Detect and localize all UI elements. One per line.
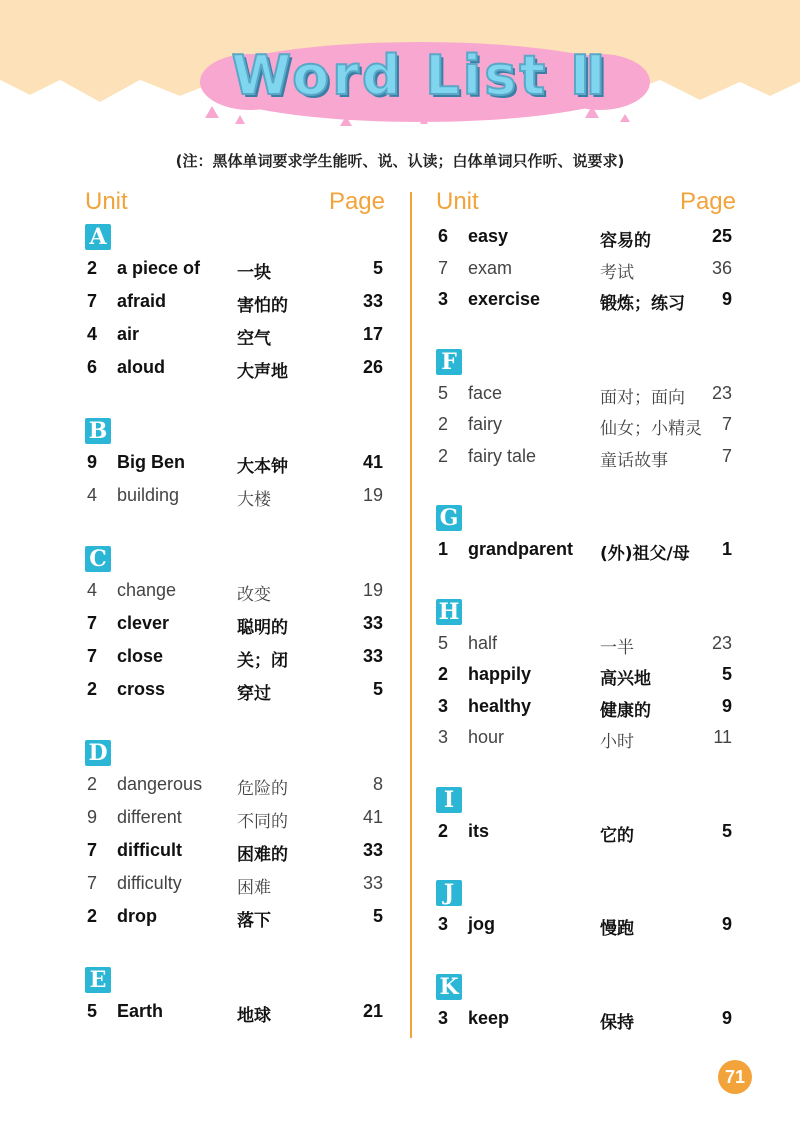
column-divider bbox=[410, 192, 412, 1038]
chinese-meaning: 关；闭 bbox=[237, 651, 288, 671]
chinese-meaning: 困难 bbox=[237, 878, 271, 898]
unit-number: 7 bbox=[87, 291, 98, 311]
letter-badge: C bbox=[85, 546, 111, 572]
english-word: difficulty bbox=[117, 873, 182, 893]
word-row bbox=[436, 660, 736, 692]
page-number: 33 bbox=[362, 840, 383, 860]
page-number: 33 bbox=[362, 291, 383, 311]
english-word: jog bbox=[468, 914, 495, 934]
section-gap bbox=[436, 567, 736, 597]
english-word: different bbox=[117, 807, 182, 827]
chinese-meaning: 一半 bbox=[600, 637, 634, 658]
word-row bbox=[85, 287, 385, 320]
word-row bbox=[85, 770, 385, 803]
left-column-header bbox=[85, 188, 385, 222]
word-row bbox=[436, 910, 736, 942]
page-number: 23 bbox=[711, 382, 732, 403]
section-gap bbox=[436, 473, 736, 503]
unit-number: 9 bbox=[87, 807, 98, 827]
english-word: clever bbox=[117, 613, 170, 633]
chinese-meaning: 童话故事 bbox=[600, 450, 668, 471]
english-word: face bbox=[468, 382, 503, 403]
word-row bbox=[436, 535, 736, 567]
chinese-meaning: 一块 bbox=[237, 263, 271, 283]
chinese-meaning: 面对；面向 bbox=[600, 387, 685, 408]
english-word: Big Ben bbox=[117, 452, 186, 472]
word-row bbox=[85, 675, 385, 708]
unit-number: 7 bbox=[87, 646, 98, 666]
word-row bbox=[436, 410, 736, 442]
unit-header: Unit bbox=[436, 188, 479, 215]
unit-number: 3 bbox=[438, 727, 449, 747]
unit-number: 6 bbox=[438, 226, 449, 246]
page-title: Word List Ⅱ bbox=[231, 44, 609, 107]
chinese-meaning: 健康的 bbox=[600, 700, 651, 721]
chinese-meaning: 锻炼；练习 bbox=[600, 294, 685, 314]
page-number: 33 bbox=[362, 873, 383, 893]
english-word: exercise bbox=[468, 289, 541, 309]
unit-number: 2 bbox=[438, 445, 449, 466]
word-row bbox=[85, 320, 385, 353]
page-number: 36 bbox=[711, 257, 732, 278]
english-word: fairy bbox=[468, 414, 503, 434]
unit-number: 2 bbox=[438, 820, 449, 841]
english-word: drop bbox=[117, 906, 157, 926]
page-number: 1 bbox=[721, 539, 732, 559]
chinese-meaning: 危险的 bbox=[237, 779, 288, 799]
unit-number: 9 bbox=[87, 452, 98, 472]
section-gap bbox=[436, 755, 736, 785]
unit-number: 2 bbox=[438, 414, 449, 434]
english-word: afraid bbox=[117, 291, 167, 311]
chinese-meaning: 不同的 bbox=[237, 812, 288, 832]
page-number: 23 bbox=[711, 632, 732, 653]
unit-number: 3 bbox=[438, 914, 449, 934]
word-row bbox=[436, 692, 736, 724]
section-gap bbox=[85, 935, 385, 965]
word-row bbox=[85, 997, 385, 1030]
letter-badge: E bbox=[85, 967, 111, 993]
unit-number: 2 bbox=[438, 664, 449, 684]
english-word: keep bbox=[468, 1007, 510, 1028]
english-word: grandparent bbox=[468, 539, 574, 559]
word-row bbox=[436, 442, 736, 474]
letter-badge: F bbox=[436, 349, 462, 375]
left-column bbox=[85, 188, 385, 1030]
page-number: 17 bbox=[362, 324, 383, 344]
letter-badge: B bbox=[85, 418, 111, 444]
unit-number: 7 bbox=[87, 840, 98, 860]
unit-number: 2 bbox=[87, 906, 98, 926]
word-row bbox=[436, 1004, 736, 1036]
chinese-meaning: 落下 bbox=[237, 911, 271, 931]
unit-number: 7 bbox=[438, 257, 449, 278]
word-row bbox=[85, 576, 385, 609]
word-row bbox=[85, 609, 385, 642]
word-row bbox=[436, 629, 736, 661]
unit-number: 4 bbox=[87, 580, 98, 600]
instruction-note: (注：黑体单词要求学生能听、说、认读；白体单词只作听、说要求) bbox=[175, 152, 625, 170]
unit-number: 7 bbox=[87, 873, 98, 893]
english-word: exam bbox=[468, 257, 513, 278]
chinese-meaning: 改变 bbox=[237, 585, 271, 605]
english-word: healthy bbox=[468, 695, 532, 716]
chinese-meaning: 保持 bbox=[600, 1012, 634, 1033]
english-word: cross bbox=[117, 679, 166, 699]
chinese-meaning: 仙女；小精灵 bbox=[600, 419, 702, 439]
chinese-meaning: 容易的 bbox=[600, 231, 651, 251]
unit-number: 5 bbox=[438, 382, 449, 403]
word-row bbox=[436, 285, 736, 317]
english-word: air bbox=[117, 324, 140, 344]
word-row bbox=[85, 254, 385, 287]
section-gap bbox=[85, 514, 385, 544]
chinese-meaning: 穿过 bbox=[237, 684, 271, 704]
unit-number: 4 bbox=[87, 485, 98, 505]
letter-badge: J bbox=[436, 880, 462, 906]
section-gap bbox=[436, 848, 736, 878]
chinese-meaning: 大声地 bbox=[237, 362, 288, 382]
page-number-badge: 71 bbox=[718, 1060, 752, 1094]
chinese-meaning: 聪明的 bbox=[237, 618, 288, 638]
english-word: dangerous bbox=[117, 774, 203, 794]
chinese-meaning: 大楼 bbox=[237, 490, 271, 510]
word-row bbox=[85, 803, 385, 836]
page-number: 5 bbox=[721, 820, 732, 841]
unit-number: 5 bbox=[438, 632, 449, 653]
word-row bbox=[85, 902, 385, 935]
page-number: 33 bbox=[362, 646, 383, 666]
english-word: easy bbox=[468, 226, 509, 246]
chinese-meaning: 地球 bbox=[237, 1006, 271, 1026]
english-word: difficult bbox=[117, 840, 182, 860]
page-number: 9 bbox=[721, 914, 732, 934]
word-row bbox=[85, 353, 385, 386]
page-number: 19 bbox=[362, 485, 383, 505]
letter-badge: A bbox=[85, 224, 111, 250]
english-word: a piece of bbox=[117, 258, 201, 278]
page-number: 41 bbox=[362, 452, 383, 472]
english-word: aloud bbox=[117, 357, 165, 377]
word-row bbox=[85, 481, 385, 514]
page-number: 11 bbox=[713, 727, 732, 747]
chinese-meaning: (外)祖父/母 bbox=[600, 544, 690, 564]
right-column-header bbox=[436, 188, 736, 222]
page-number: 41 bbox=[362, 807, 383, 827]
letter-badge: H bbox=[436, 599, 462, 625]
unit-number: 4 bbox=[87, 324, 98, 344]
unit-number: 3 bbox=[438, 695, 449, 716]
english-word: its bbox=[468, 820, 490, 841]
unit-number: 2 bbox=[87, 774, 98, 794]
unit-number: 3 bbox=[438, 289, 449, 309]
unit-number: 3 bbox=[438, 1007, 449, 1028]
chinese-meaning: 困难的 bbox=[237, 845, 288, 865]
right-word-list bbox=[436, 222, 736, 1035]
chinese-meaning: 它的 bbox=[600, 825, 634, 846]
word-row bbox=[436, 817, 736, 849]
english-word: Earth bbox=[117, 1001, 164, 1021]
page-number: 9 bbox=[721, 289, 732, 309]
word-row bbox=[436, 723, 736, 755]
page-number: 9 bbox=[721, 1007, 732, 1028]
page-number: 25 bbox=[711, 226, 732, 246]
chinese-meaning: 大本钟 bbox=[237, 457, 288, 477]
english-word: change bbox=[117, 580, 177, 600]
page-number: 5 bbox=[721, 664, 732, 684]
page-header: Page bbox=[679, 188, 736, 215]
chinese-meaning: 害怕的 bbox=[237, 296, 288, 316]
chinese-meaning: 高兴地 bbox=[600, 669, 651, 689]
letter-badge: I bbox=[436, 787, 462, 813]
page-header: Page bbox=[328, 188, 385, 215]
chinese-meaning: 考试 bbox=[600, 262, 634, 283]
unit-number: 7 bbox=[87, 613, 98, 633]
page-number: 33 bbox=[362, 613, 383, 633]
section-gap bbox=[85, 386, 385, 416]
page-number: 5 bbox=[372, 258, 383, 278]
english-word: building bbox=[117, 485, 180, 505]
unit-header: Unit bbox=[85, 188, 128, 215]
word-row bbox=[85, 448, 385, 481]
page-number: 7 bbox=[721, 445, 732, 466]
english-word: happily bbox=[468, 664, 532, 684]
word-row bbox=[85, 642, 385, 675]
chinese-meaning: 空气 bbox=[237, 329, 271, 349]
english-word: half bbox=[468, 632, 498, 653]
word-row bbox=[85, 869, 385, 902]
english-word: close bbox=[117, 646, 164, 666]
unit-number: 2 bbox=[87, 679, 98, 699]
chinese-meaning: 慢跑 bbox=[600, 919, 634, 939]
word-row bbox=[85, 836, 385, 869]
unit-number: 6 bbox=[87, 357, 98, 377]
page-number: 7 bbox=[721, 414, 732, 434]
page-number: 8 bbox=[372, 774, 383, 794]
page-number: 21 bbox=[362, 1001, 383, 1021]
word-row bbox=[436, 254, 736, 286]
page-number: 19 bbox=[362, 580, 383, 600]
english-word: hour bbox=[468, 727, 505, 747]
unit-number: 2 bbox=[87, 258, 98, 278]
english-word: fairy tale bbox=[468, 445, 537, 466]
section-gap bbox=[85, 708, 385, 738]
unit-number: 1 bbox=[438, 539, 449, 559]
letter-badge: D bbox=[85, 740, 111, 766]
unit-number: 5 bbox=[87, 1001, 98, 1021]
word-row bbox=[436, 379, 736, 411]
section-gap bbox=[436, 317, 736, 347]
letter-badge: K bbox=[436, 974, 462, 1000]
section-gap bbox=[436, 942, 736, 972]
page-number: 5 bbox=[372, 906, 383, 926]
page-number: 9 bbox=[721, 695, 732, 716]
left-word-list bbox=[85, 224, 385, 1030]
chinese-meaning: 小时 bbox=[600, 732, 634, 752]
page-number: 5 bbox=[372, 679, 383, 699]
word-row bbox=[436, 222, 736, 254]
right-column bbox=[436, 188, 736, 1035]
letter-badge: G bbox=[436, 505, 462, 531]
page-number: 26 bbox=[362, 357, 383, 377]
